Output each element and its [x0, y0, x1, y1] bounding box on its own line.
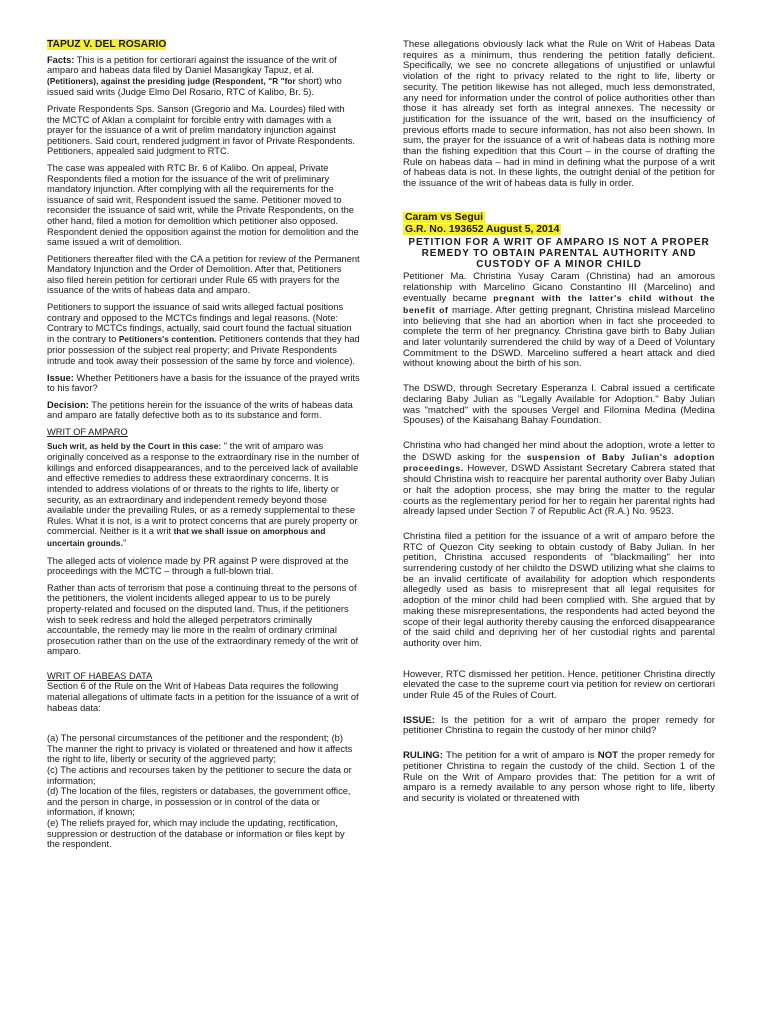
issue-paragraph: Issue: Whether Petitioners have a basis for the issuance of the prayed writs to his favor?	[47, 372, 360, 394]
spacer	[47, 663, 360, 671]
ruling-paragraph: RULING: The petition for a writ of amparo is NOT the proper remedy for petitioner Christina to regain the custody of the child. Section 1 of the Rule on the Writ of Amparo provides that: The petition for a writ of amparo is a remedy available to any person whose right to life, liberty and security is violated or threatened with	[403, 750, 715, 804]
paragraph: Christina filed a petition for the issuance of a writ of amparo before the RTC of Quezon City seeking to obtain custody of Baby Julian. In her petition, Christina accused respondents of "blackmailing" her into surrendering custody of her childto the DSWD utilizing what she claims to be an invalid certificate of availability for adoption which respondents allegedly used as basis to misrepresent that all legal requisites for adoption of the minor child had been complied with. She argued that by making these misrepresentations, the respondents had acted beyond the scope of their legal authority thereby causing the enforced disappearance of the said child and depriving her of her custodial rights and parental authority over him.	[403, 530, 715, 649]
facts-label: Facts:	[47, 54, 75, 65]
case-heading: PETITION FOR A WRIT OF AMPARO IS NOT A PROPER REMEDY TO OBTAIN PARENTAL AUTHORITY AND CUSTODY OF A MINOR CHILD	[408, 236, 710, 270]
right-column	[403, 40, 715, 811]
paragraph: However, RTC dismissed her petition. Hence, petitioner Christina directly elevated the case to the supreme court via petition for review on certiorari under Rule 45 of the Rules of Court.	[403, 668, 715, 702]
paragraph: Petitioner Ma. Christina Yusay Caram (Christina) had an amorous relationship with Marcelino Gicano Constantino III (Marcelino) and eventually became pregnant with the latter's child without the benefit of marriage. After getting pregnant, Christina mislead Marcelino into believing that she had an abortion when in fact she proceeded to complete the term of her pregnancy. Christina gave birth to Baby Julian and later voluntarily surrendered the child by way of a Deed of Voluntary Commitment to the DSWD. Marcelino suffered a heart attack and died without knowing about the birth of his son.	[403, 270, 715, 370]
list-item: (d) The location of the files, registers or databases, the government office, and the person in charge, in possession or in control of the data or information, if known;	[47, 786, 351, 818]
issue-label: ISSUE:	[403, 714, 435, 726]
paragraph: Private Respondents Sps. Sanson (Gregorio and Ma. Lourdes) filed with the MCTC of Aklan a complaint for forcible entry with damages with a prayer for the issuance of a writ of prelim mandatory injunction against petitioners. Said court, rendered judgment in favor of Private Respondents. Petitioners, appealed said judgment to RTC.	[47, 103, 356, 157]
case-title-caram: Caram vs Segui	[405, 211, 483, 223]
issue-paragraph: ISSUE: Is the petition for a writ of amparo the proper remedy for petitioner Christina to regain the custody of her minor child?	[403, 714, 715, 737]
paragraph: The case was appealed with RTC Br. 6 of Kalibo. On appeal, Private Respondents filed a motion for the issuance of the writ of preliminary mandatory injunction. After complying with all the requirements for the issuance of said writ, Respondent issued the same. Petitioner moved to reconsider the issuance of said writ, while the Private Respondents, on the other hand, filed a motion for demolition which petitioner also opposed. Respondent denied the opposition against the motion for demolition and the same issued a writ of demolition.	[47, 162, 359, 248]
decision-label: Decision:	[47, 399, 89, 410]
facts-paragraph: Facts: This is a petition for certiorari against the issuance of the writ of amparo and habeas data filed by Daniel Masangkay Tapuz, et al.(Petitioners), against the presiding judge (Respondent, "R "for short) who issued said writs (Judge Elmo Del Rosario, RTC of Kalibo, Br. 5).	[47, 54, 342, 98]
paragraph: These allegations obviously lack what the Rule on Writ of Habeas Data requires as a minimum, thus rendering the petition fatally deficient. Specifically, we see no concrete allegations of unjustified or unlawful violation of the right to privacy related to the right to life, liberty or security. The petition likewise has not alleged, much less demonstrated, any need for information under the control of police authorities other than those it has already set forth as integral annexes. The necessity or justification for the issuance of the writ, based on the insufficiency of previous efforts made to secure information, has not also been shown. In sum, the prayer for the issuance of a writ of habeas data is nothing more than the fishing expedition that this Court – in the course of drafting the Rule on habeas data – had in mind in defining what the purpose of a writ of habeas data is not. In these lights, the outright denial of the petition for the issuance of the writ of habeas data is fully in order.	[403, 39, 715, 190]
section-heading-writ-of-habeas-data: WRIT OF HABEAS DATA	[47, 670, 153, 681]
spacer	[403, 656, 715, 670]
spacer	[47, 719, 360, 733]
amparo-paragraph: Such writ, as held by the Court in this case: " the writ of amparo was originally conceived as a response to the extraordinary rise in the number of killings and enforced disappearances, and to the perceived lack of available and effective remedies to address these extraordinary concerns. It is intended to address violations of or threats to the rights to life, liberty or security, as an extraordinary and independent remedy beyond those available under the prevailing Rules, or as a remedy supplemental to these Rules. What it is not, is a writ to protect concerns that are purely property or commercial. Neither is it a writ that we shall issue on amorphous and uncertain grounds."	[47, 440, 360, 548]
list-item: (c) The actions and recourses taken by the petitioner to secure the data or information;	[47, 765, 352, 786]
case-title-tapuz: TAPUZ V. DEL ROSARIO	[47, 39, 167, 50]
paragraph: Christina who had changed her mind about the adoption, wrote a letter to the DSWD asking for the suspension of Baby Julian's adoption proceedings. However, DSWD Assistant Secretary Cabrera stated that should Christina wish to reacquire her parental authority over Baby Julian or halt the adoption process, she may bring the matter to the regular courts as the reglementary period for her to regain her parental rights had already lapsed under Section 7 of Republic Act (R.A.) No. 9523.	[403, 439, 715, 518]
decision-paragraph: Decision: The petitions herein for the issuance of the writs of habeas data and amparo are fatally defective both as to its substance and form.	[47, 399, 353, 421]
paragraph: The alleged acts of violence made by PR against P were disproved at the proceedings with the MCTC – through a full-blown trial.	[47, 555, 349, 577]
paragraph: Petitioners thereafter filed with the CA a petition for review of the Permanent Mandatory Injunction and the Order of Demolition. After that, Petitioners also filed herein petition for certiorari under Rule 65 with prayers for the issuance of the writs of habeas data and amparo.	[47, 253, 360, 296]
list-item: (e) The reliefs prayed for, which may include the updating, rectification, suppression or destruction of the database or information or files kept by the respondent.	[47, 818, 345, 850]
issue-label: Issue:	[47, 372, 74, 383]
section-heading-writ-of-amparo: WRIT OF AMPARO	[47, 427, 128, 437]
list-item: (a) The personal circumstances of the petitioner and the respondent; (b) The manner the right to privacy is violated or threatened and how it affects the right to life, liberty or security of the aggrieved party;	[47, 733, 353, 765]
case-gr-number: G.R. No. 193652 August 5, 2014	[405, 223, 560, 235]
paragraph: Petitioners to support the issuance of said writs alleged factual positions contrary and opposed to the MCTCs findings and legal reasons. (Note: Contrary to MCTCs findings, actually, said court found the factual situation in the contrary to Petitioners's contention. Petitioners contends that they had prior possession of the subject real property; and Private Respondents intrude and took away their possession of the same by force and violence).	[47, 302, 360, 367]
requirements-list	[47, 733, 360, 850]
left-column	[47, 40, 360, 850]
paragraph: Section 6 of the Rule on the Writ of Habeas Data requires the following material allegations of ultimate facts in a petition for the issuance of a writ of habeas data:	[47, 681, 359, 713]
paragraph: Rather than acts of terrorism that pose a continuing threat to the persons of the petitioners, the violent incidents alleged appear to us to be purely property-related and focused on the disputed land. Thus, if the petitioners wish to seek redress and hold the alleged perpetrators criminally accountable, the remedy may lie more in the realm of ordinary criminal prosecution rather than on the use of the extraordinary remedy of the writ of amparo.	[47, 582, 359, 657]
ruling-label: RULING:	[403, 750, 443, 762]
paragraph: The DSWD, through Secretary Esperanza I. Cabral issued a certificate declaring Baby Julian as "Legally Available for Adoption." Baby Julian was "matched" with the spouses Vergel and Filomina Medina (Medina Spouses) of the Kaisahang Bahay Foundation.	[403, 383, 715, 427]
